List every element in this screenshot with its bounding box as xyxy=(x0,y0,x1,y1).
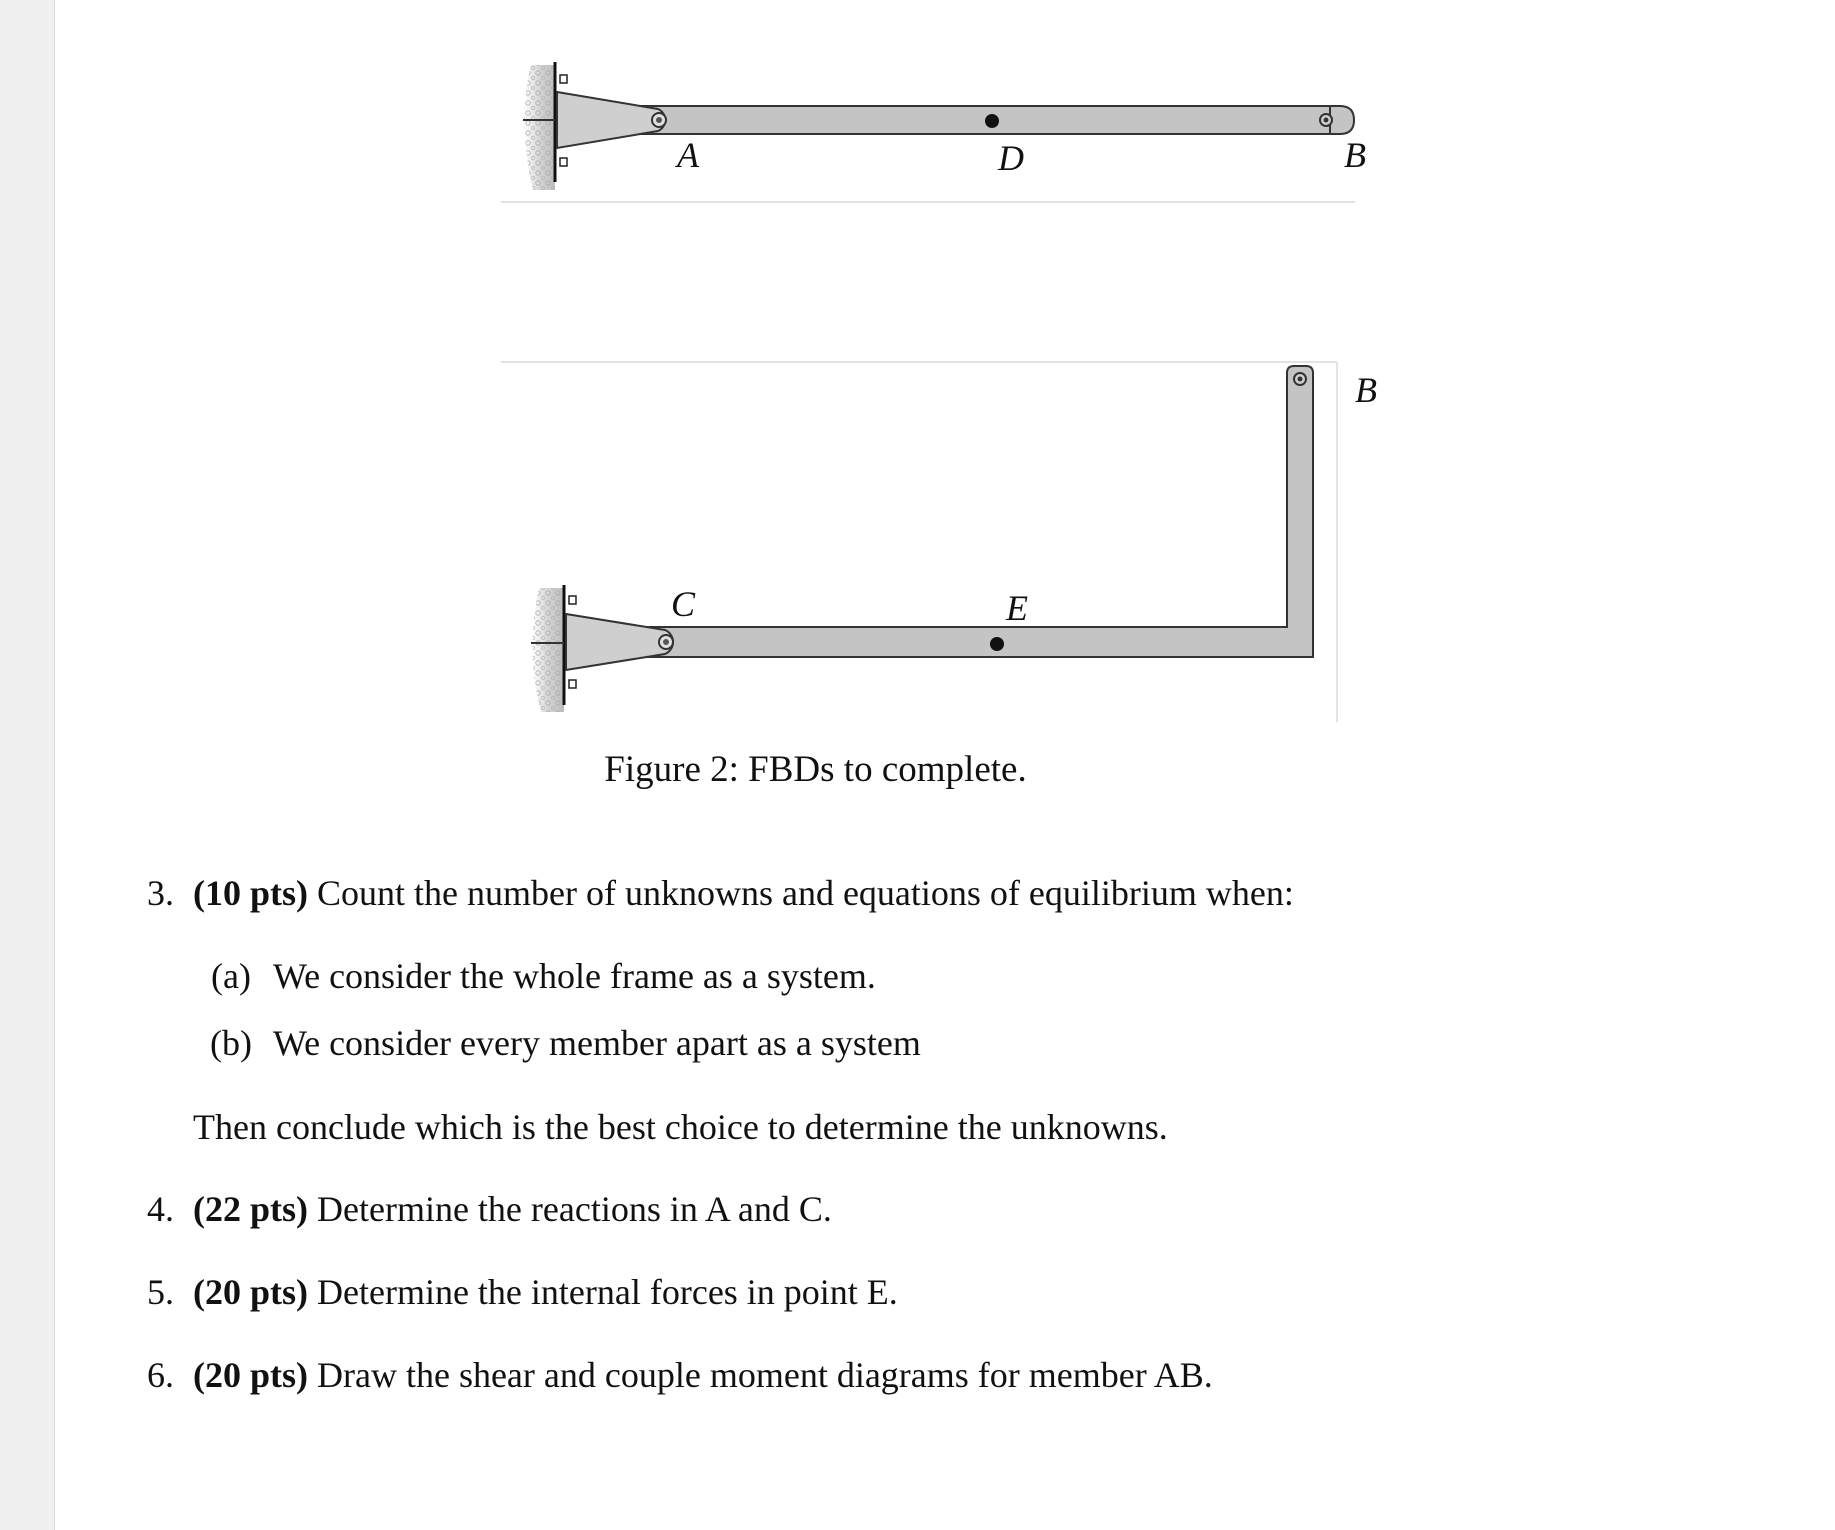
point-d-marker xyxy=(985,114,999,128)
document-page xyxy=(54,0,1835,1530)
subitem-b-text: We consider every member apart as a system xyxy=(273,1023,921,1063)
frame-figure xyxy=(55,0,1835,740)
subitem-b-label: (b) xyxy=(210,1023,252,1063)
subitem-a-label: (a) xyxy=(211,956,251,996)
figure-caption: Figure 2: FBDs to complete. xyxy=(604,749,1027,790)
point-e-marker xyxy=(990,637,1004,651)
question-3 xyxy=(193,872,1294,914)
question-5-text: Determine the internal forces in point E. xyxy=(308,1272,898,1312)
question-3-points: (10 pts) xyxy=(193,873,308,913)
question-6 xyxy=(193,1354,1213,1396)
label-c: C xyxy=(671,584,696,624)
label-b-top: B xyxy=(1344,135,1366,175)
label-e: E xyxy=(1006,588,1028,628)
question-4-text: Determine the reactions in A and C. xyxy=(308,1189,832,1229)
label-d: D xyxy=(998,138,1024,178)
subitem-a-text: We consider the whole frame as a system. xyxy=(273,956,876,996)
question-6-number: 6. xyxy=(147,1355,174,1395)
question-5 xyxy=(193,1271,898,1313)
question-6-points: (20 pts) xyxy=(193,1355,308,1395)
member-ceb xyxy=(501,362,1377,722)
question-3-text: Count the number of unknowns and equations of equilibrium when: xyxy=(308,873,1294,913)
label-a: A xyxy=(677,135,699,175)
member-ab xyxy=(501,62,1366,202)
question-6-text: Draw the shear and couple moment diagrams for member AB. xyxy=(308,1355,1213,1395)
question-4-number: 4. xyxy=(147,1189,174,1229)
question-4-points: (22 pts) xyxy=(193,1189,308,1229)
question-5-number: 5. xyxy=(147,1272,174,1312)
question-5-points: (20 pts) xyxy=(193,1272,308,1312)
question-4 xyxy=(193,1188,832,1230)
question-3-number: 3. xyxy=(147,873,174,913)
conclusion-text: Then conclude which is the best choice to determine the unknowns. xyxy=(193,1107,1168,1147)
label-b-bottom: B xyxy=(1355,370,1377,410)
